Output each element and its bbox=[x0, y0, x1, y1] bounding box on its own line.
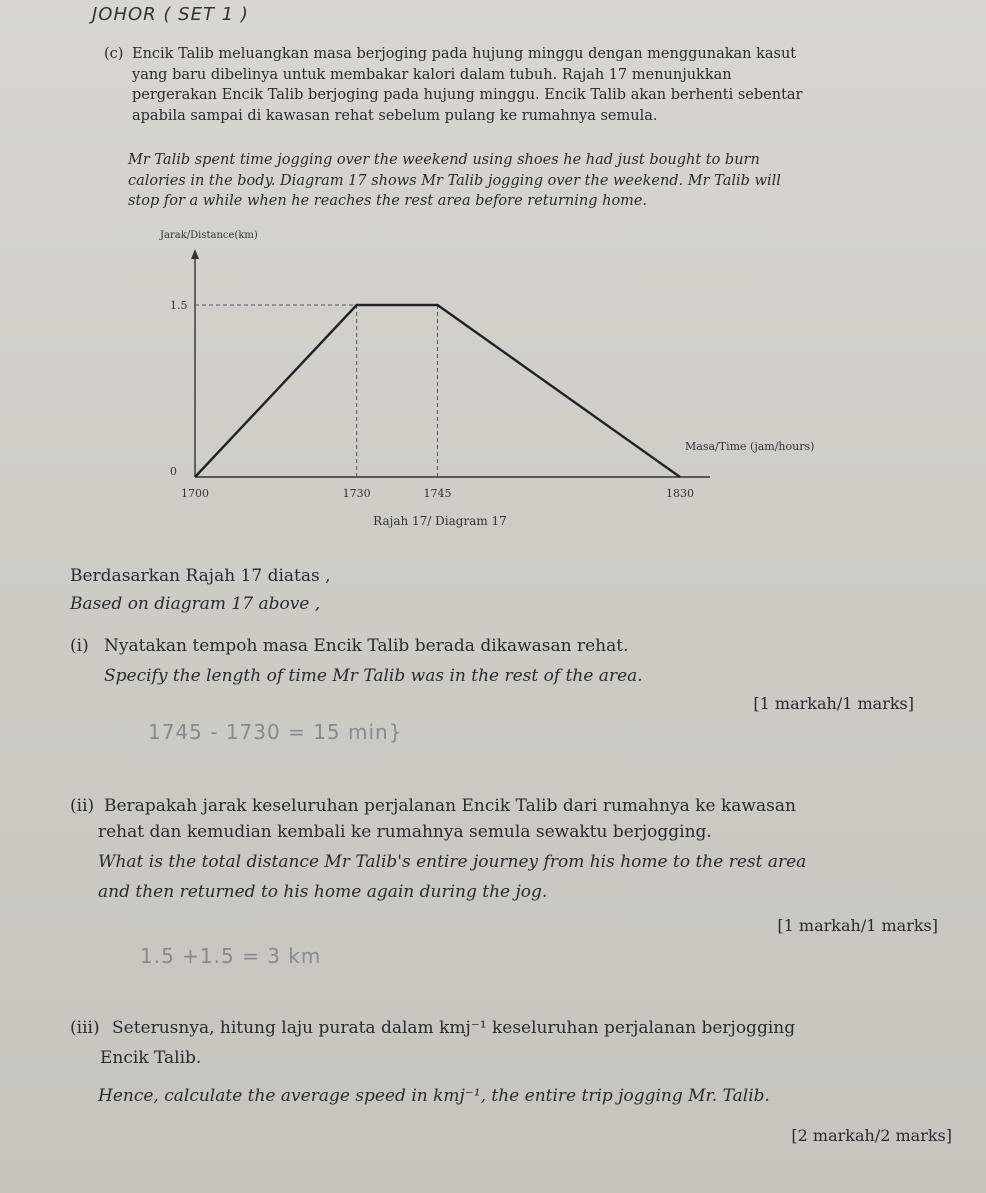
part-c-malay bbox=[132, 44, 972, 126]
part-c-english bbox=[128, 150, 978, 212]
q2-malay-1: Berapakah jarak keseluruhan perjalanan Encik Talib dari rumahnya ke kawasan bbox=[104, 796, 796, 816]
x-tick-label: 1700 bbox=[181, 487, 209, 500]
q2-answer: 1.5 +1.5 = 3 km bbox=[140, 944, 322, 968]
q3-marks: [2 markah/2 marks] bbox=[791, 1126, 952, 1145]
x-tick-label: 1745 bbox=[423, 487, 452, 500]
q1-answer: 1745 - 1730 = 15 min} bbox=[148, 720, 403, 744]
q3-malay-2: Encik Talib. bbox=[100, 1048, 202, 1068]
y-axis-arrow bbox=[191, 249, 199, 259]
distance-time-chart bbox=[150, 225, 815, 535]
intro-english: Based on diagram 17 above , bbox=[70, 594, 321, 614]
malay-line: apabila sampai di kawasan rehat sebelum pulang ke rumahnya semula. bbox=[132, 107, 658, 124]
intro-malay: Berdasarkan Rajah 17 diatas , bbox=[70, 566, 331, 586]
english-line: stop for a while when he reaches the rest area before returning home. bbox=[128, 193, 648, 209]
x-axis-label: Masa/Time (jam/hours) bbox=[685, 440, 815, 453]
x-tick-label: 1730 bbox=[342, 487, 371, 500]
part-c-label: (c) bbox=[104, 46, 124, 62]
q2-marks: [1 markah/1 marks] bbox=[777, 916, 938, 935]
malay-line: pergerakan Encik Talib berjoging pada hujung minggu. Encik Talib akan berhenti sebentar bbox=[132, 87, 803, 103]
malay-line: yang baru dibelinya untuk membakar kalori dalam tubuh. Rajah 17 menunjukkan bbox=[132, 66, 732, 83]
q1-english: Specify the length of time Mr Talib was in the rest of the area. bbox=[104, 666, 643, 686]
q1-marks: [1 markah/1 marks] bbox=[753, 694, 914, 713]
malay-line: Encik Talib meluangkan masa berjoging pada hujung minggu dengan menggunakan kasut bbox=[132, 46, 797, 62]
english-line: Mr Talib spent time jogging over the weekend using shoes he had just bought to burn bbox=[128, 152, 760, 168]
x-tick-label: 1830 bbox=[666, 487, 694, 500]
page-header: JOHOR ( SET 1 ) bbox=[92, 4, 249, 25]
q1-label: (i) bbox=[70, 636, 89, 656]
y-tick-label: 0 bbox=[170, 465, 177, 478]
y-axis-label: Jarak/Distance(km) bbox=[160, 230, 258, 241]
english-line: calories in the body. Diagram 17 shows Mr Talib jogging over the weekend. Mr Talib will bbox=[128, 172, 781, 189]
q2-label: (ii) bbox=[70, 796, 95, 816]
chart-title: Rajah 17/ Diagram 17 bbox=[373, 514, 507, 528]
q3-label: (iii) bbox=[70, 1018, 100, 1038]
q2-malay-2: rehat dan kemudian kembali ke rumahnya semula sewaktu berjogging. bbox=[98, 822, 712, 842]
y-tick-label: 1.5 bbox=[170, 299, 188, 312]
q3-malay-1: Seterusnya, hitung laju purata dalam kmj⁻¹ keseluruhan perjalanan berjogging bbox=[112, 1018, 796, 1038]
q2-english-1: What is the total distance Mr Talib's entire journey from his home to the rest area bbox=[98, 852, 807, 872]
q2-english-2: and then returned to his home again during the jog. bbox=[98, 882, 548, 902]
q3-english: Hence, calculate the average speed in kmj⁻¹, the entire trip jogging Mr. Talib. bbox=[98, 1086, 770, 1106]
q1-malay: Nyatakan tempoh masa Encik Talib berada dikawasan rehat. bbox=[104, 636, 629, 656]
